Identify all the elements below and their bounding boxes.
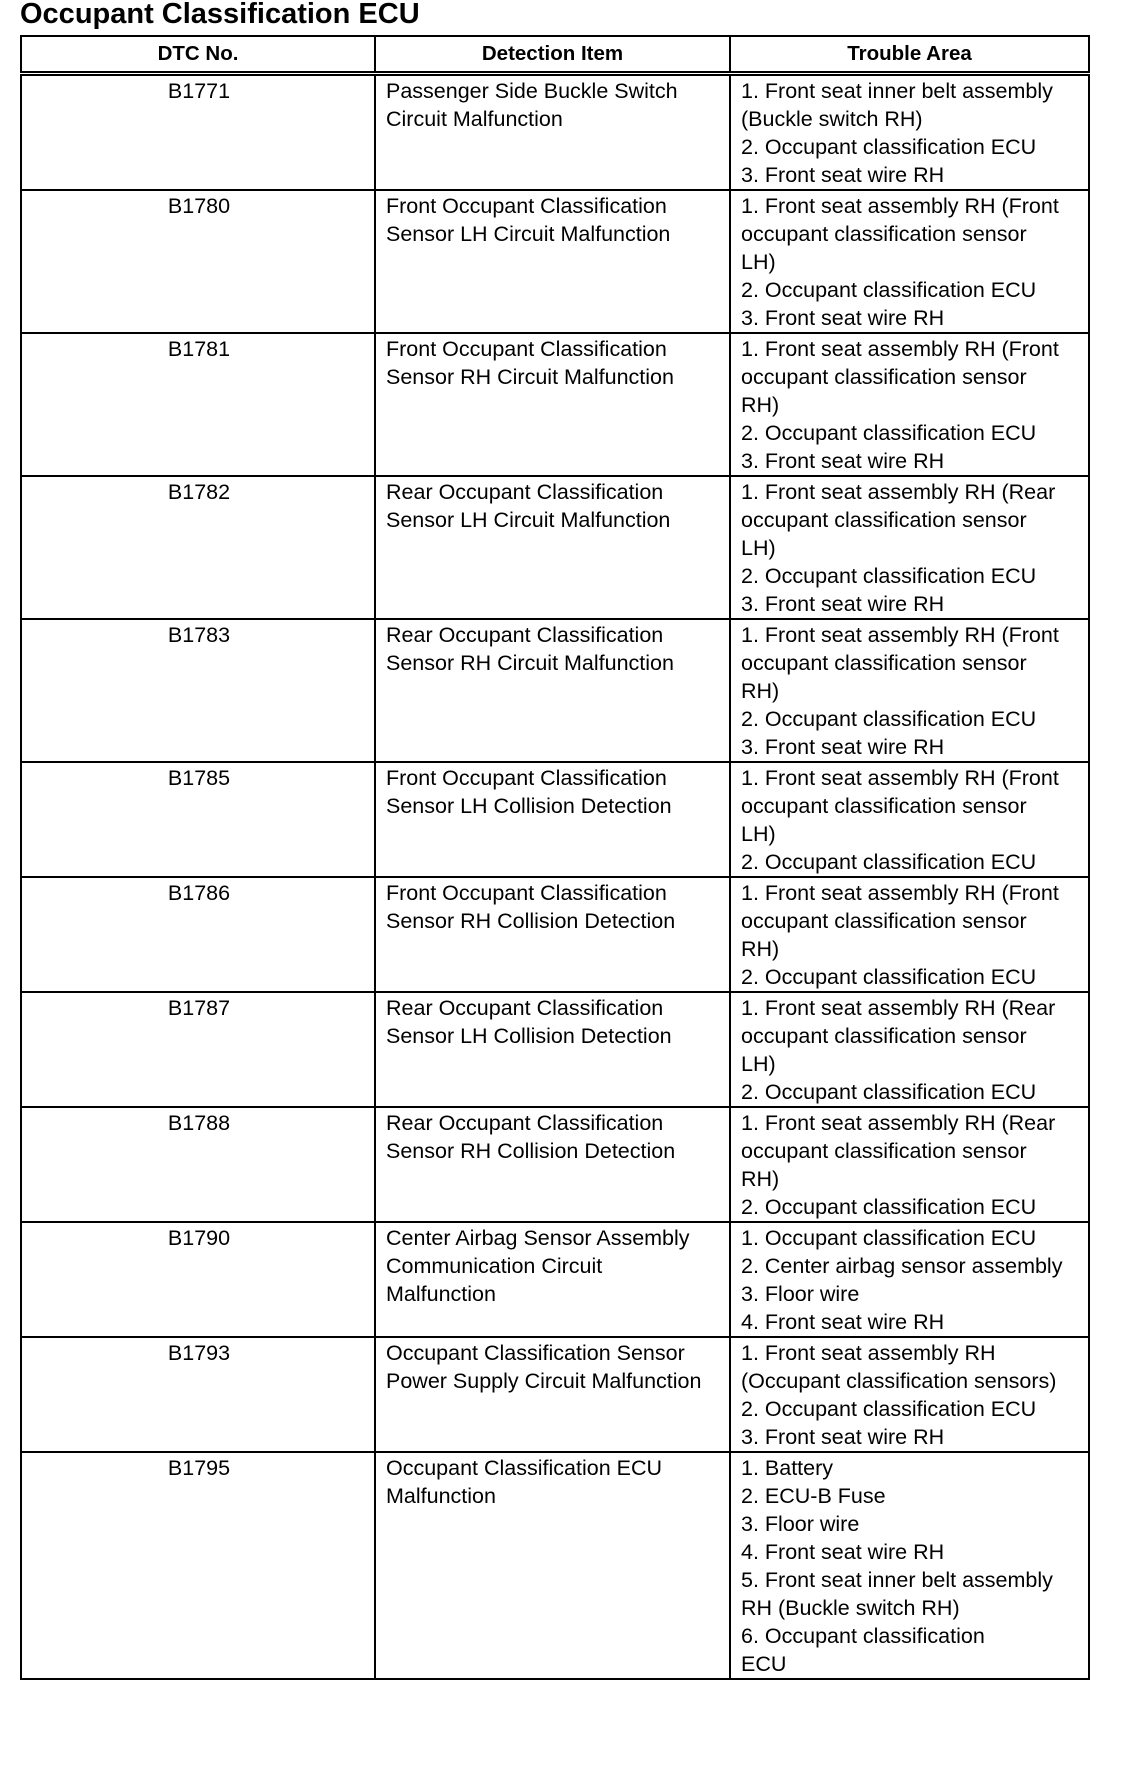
trouble-area-line: 1. Front seat assembly RH (Front	[741, 623, 1059, 647]
trouble-area-line: 2. Occupant classification ECU	[741, 564, 1037, 588]
trouble-area	[730, 877, 1089, 992]
trouble-area-line: 6. Occupant classification	[741, 1624, 985, 1648]
table-body	[21, 74, 1089, 1680]
table-row	[21, 190, 1089, 333]
dtc-code: B1787	[21, 992, 375, 1107]
detection-item-line: Front Occupant Classification	[386, 194, 667, 218]
trouble-area	[730, 476, 1089, 619]
detection-item	[375, 333, 730, 476]
trouble-area-line: RH)	[741, 1167, 780, 1191]
table-row	[21, 762, 1089, 877]
detection-item	[375, 1337, 730, 1452]
table-row	[21, 619, 1089, 762]
detection-item-line: Front Occupant Classification	[386, 337, 667, 361]
detection-item-line: Malfunction	[386, 1282, 496, 1306]
detection-item-line: Rear Occupant Classification	[386, 996, 664, 1020]
trouble-area-line: occupant classification sensor	[741, 1024, 1027, 1048]
trouble-area	[730, 1222, 1089, 1337]
trouble-area	[730, 992, 1089, 1107]
trouble-area-line: RH)	[741, 393, 780, 417]
trouble-area-line: occupant classification sensor	[741, 909, 1027, 933]
detection-item	[375, 992, 730, 1107]
trouble-area-line: 3. Front seat wire RH	[741, 735, 945, 759]
detection-item-line: Sensor LH Circuit Malfunction	[386, 508, 671, 532]
trouble-area-line: 1. Front seat assembly RH (Front	[741, 881, 1059, 905]
detection-item	[375, 1107, 730, 1222]
trouble-area-line: 2. Occupant classification ECU	[741, 1195, 1037, 1219]
detection-item-line: Malfunction	[386, 1484, 496, 1508]
detection-item-line: Communication Circuit	[386, 1254, 603, 1278]
table-row	[21, 1107, 1089, 1222]
dtc-code: B1786	[21, 877, 375, 992]
detection-item-line: Power Supply Circuit Malfunction	[386, 1369, 702, 1393]
trouble-area-line: occupant classification sensor	[741, 508, 1027, 532]
trouble-area-line: 2. Occupant classification ECU	[741, 707, 1037, 731]
detection-item-line: Occupant Classification ECU	[386, 1456, 663, 1480]
trouble-area-line: 1. Front seat assembly RH (Front	[741, 194, 1059, 218]
detection-item-line: Sensor RH Circuit Malfunction	[386, 365, 674, 389]
trouble-area	[730, 1107, 1089, 1222]
trouble-area-line: 3. Floor wire	[741, 1282, 860, 1306]
trouble-area-line: 2. ECU-B Fuse	[741, 1484, 886, 1508]
trouble-area-line: 3. Front seat wire RH	[741, 592, 945, 616]
trouble-area-line: (Buckle switch RH)	[741, 107, 923, 131]
trouble-area-line: 5. Front seat inner belt assembly	[741, 1568, 1053, 1592]
trouble-area	[730, 74, 1089, 191]
trouble-area-line: (Occupant classification sensors)	[741, 1369, 1057, 1393]
dtc-code: B1785	[21, 762, 375, 877]
detection-item-line: Center Airbag Sensor Assembly	[386, 1226, 690, 1250]
trouble-area-line: occupant classification sensor	[741, 365, 1027, 389]
table-row	[21, 877, 1089, 992]
header-detection-item: Detection Item	[375, 36, 730, 74]
trouble-area-line: 2. Occupant classification ECU	[741, 421, 1037, 445]
detection-item-line: Passenger Side Buckle Switch	[386, 79, 678, 103]
trouble-area-line: 2. Occupant classification ECU	[741, 965, 1037, 989]
trouble-area-line: 2. Occupant classification ECU	[741, 850, 1037, 874]
trouble-area-line: 1. Front seat assembly RH (Front	[741, 766, 1059, 790]
table-row	[21, 74, 1089, 191]
trouble-area-line: 3. Front seat wire RH	[741, 163, 945, 187]
trouble-area-line: 1. Front seat assembly RH (Rear	[741, 996, 1056, 1020]
table-row	[21, 1222, 1089, 1337]
trouble-area-line: occupant classification sensor	[741, 651, 1027, 675]
trouble-area-line: 2. Occupant classification ECU	[741, 1397, 1037, 1421]
trouble-area-line: 2. Occupant classification ECU	[741, 135, 1037, 159]
detection-item	[375, 1452, 730, 1679]
dtc-code: B1771	[21, 74, 375, 191]
trouble-area-line: 4. Front seat wire RH	[741, 1310, 945, 1334]
trouble-area	[730, 1337, 1089, 1452]
trouble-area-line: LH)	[741, 536, 776, 560]
trouble-area-line: RH)	[741, 679, 780, 703]
dtc-code: B1790	[21, 1222, 375, 1337]
detection-item-line: Rear Occupant Classification	[386, 1111, 664, 1135]
table-header-row	[21, 36, 1089, 74]
detection-item-line: Front Occupant Classification	[386, 881, 667, 905]
detection-item	[375, 619, 730, 762]
detection-item-line: Sensor RH Collision Detection	[386, 909, 676, 933]
trouble-area-line: 3. Front seat wire RH	[741, 306, 945, 330]
trouble-area	[730, 619, 1089, 762]
trouble-area-line: 4. Front seat wire RH	[741, 1540, 945, 1564]
table-row	[21, 1337, 1089, 1452]
dtc-code: B1793	[21, 1337, 375, 1452]
table-row	[21, 333, 1089, 476]
dtc-code: B1788	[21, 1107, 375, 1222]
detection-item-line: Sensor RH Collision Detection	[386, 1139, 676, 1163]
trouble-area-line: RH (Buckle switch RH)	[741, 1596, 960, 1620]
table-row	[21, 992, 1089, 1107]
header-dtc-no: DTC No.	[21, 36, 375, 74]
detection-item-line: Rear Occupant Classification	[386, 480, 664, 504]
trouble-area	[730, 1452, 1089, 1679]
detection-item-line: Sensor LH Collision Detection	[386, 794, 672, 818]
table-row	[21, 476, 1089, 619]
trouble-area-line: 1. Front seat assembly RH (Rear	[741, 1111, 1056, 1135]
detection-item-line: Sensor LH Circuit Malfunction	[386, 222, 671, 246]
detection-item-line: Rear Occupant Classification	[386, 623, 664, 647]
detection-item	[375, 1222, 730, 1337]
trouble-area-line: 1. Front seat assembly RH (Rear	[741, 480, 1056, 504]
trouble-area-line: occupant classification sensor	[741, 1139, 1027, 1163]
detection-item	[375, 877, 730, 992]
dtc-code: B1783	[21, 619, 375, 762]
trouble-area-line: 1. Battery	[741, 1456, 834, 1480]
trouble-area-line: 2. Center airbag sensor assembly	[741, 1254, 1063, 1278]
trouble-area-line: LH)	[741, 250, 776, 274]
header-trouble-area: Trouble Area	[730, 36, 1089, 74]
table-row	[21, 1452, 1089, 1679]
trouble-area	[730, 762, 1089, 877]
detection-item-line: Sensor RH Circuit Malfunction	[386, 651, 674, 675]
trouble-area-line: RH)	[741, 937, 780, 961]
detection-item-line: Circuit Malfunction	[386, 107, 563, 131]
detection-item	[375, 476, 730, 619]
trouble-area-line: 1. Front seat assembly RH (Front	[741, 337, 1059, 361]
dtc-code: B1780	[21, 190, 375, 333]
trouble-area-line: 3. Front seat wire RH	[741, 449, 945, 473]
detection-item-line: Occupant Classification Sensor	[386, 1341, 685, 1365]
dtc-table	[20, 35, 1090, 1680]
trouble-area-line: occupant classification sensor	[741, 794, 1027, 818]
page-title: Occupant Classification ECU	[20, 0, 420, 30]
trouble-area-line: occupant classification sensor	[741, 222, 1027, 246]
trouble-area-line: 2. Occupant classification ECU	[741, 278, 1037, 302]
trouble-area	[730, 333, 1089, 476]
trouble-area-line: 3. Floor wire	[741, 1512, 860, 1536]
detection-item-line: Front Occupant Classification	[386, 766, 667, 790]
detection-item	[375, 762, 730, 877]
trouble-area-line: 2. Occupant classification ECU	[741, 1080, 1037, 1104]
trouble-area-line: 1. Occupant classification ECU	[741, 1226, 1037, 1250]
dtc-code: B1781	[21, 333, 375, 476]
detection-item	[375, 74, 730, 191]
trouble-area	[730, 190, 1089, 333]
trouble-area-line: 1. Front seat assembly RH	[741, 1341, 996, 1365]
trouble-area-line: 1. Front seat inner belt assembly	[741, 79, 1053, 103]
trouble-area-line: ECU	[741, 1652, 787, 1676]
dtc-code: B1782	[21, 476, 375, 619]
detection-item	[375, 190, 730, 333]
trouble-area-line: LH)	[741, 822, 776, 846]
detection-item-line: Sensor LH Collision Detection	[386, 1024, 672, 1048]
trouble-area-line: 3. Front seat wire RH	[741, 1425, 945, 1449]
trouble-area-line: LH)	[741, 1052, 776, 1076]
dtc-code: B1795	[21, 1452, 375, 1679]
